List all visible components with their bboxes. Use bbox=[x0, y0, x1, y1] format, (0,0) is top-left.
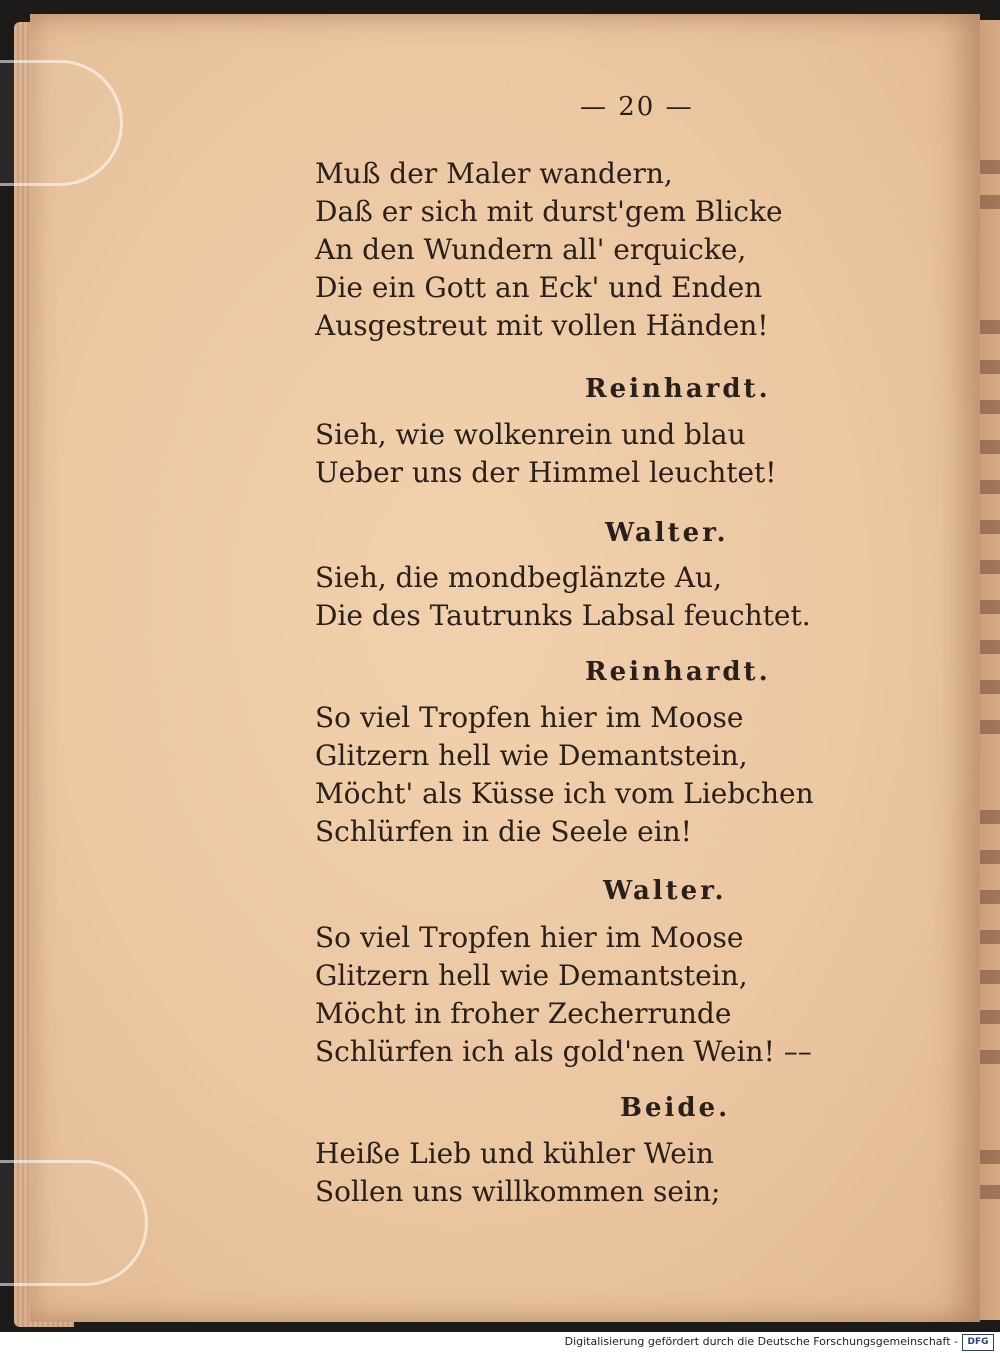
dfg-logo-icon: DFG bbox=[962, 1334, 994, 1351]
verse-line: Sieh, wie wolkenrein und blau bbox=[315, 418, 746, 451]
verse-line: Schlürfen ich als gold'nen Wein! –– bbox=[315, 1035, 812, 1068]
verse-line: So viel Tropfen hier im Moose bbox=[315, 701, 744, 734]
speaker-name: Walter. bbox=[605, 518, 729, 548]
verse-line: Muß der Maler wandern, bbox=[315, 157, 673, 190]
verse-line: An den Wundern all' erquicke, bbox=[315, 233, 747, 266]
verse-line: So viel Tropfen hier im Moose bbox=[315, 921, 744, 954]
footer-bar bbox=[0, 1332, 1000, 1353]
verse-line: Sollen uns willkommen sein; bbox=[315, 1175, 721, 1208]
speaker-name: Reinhardt. bbox=[585, 374, 771, 404]
verse-line: Glitzern hell wie Demantstein, bbox=[315, 959, 748, 992]
speaker-name: Reinhardt. bbox=[585, 657, 771, 687]
page-number: — 20 — bbox=[580, 92, 694, 122]
verse-line: Heiße Lieb und kühler Wein bbox=[315, 1137, 714, 1170]
verse-line: Die ein Gott an Eck' und Enden bbox=[315, 271, 763, 304]
funding-notice: Digitalisierung gefördert durch die Deutsche Forschungsgemeinschaft - bbox=[564, 1335, 958, 1348]
verse-line: Die des Tautrunks Labsal feuchtet. bbox=[315, 599, 811, 632]
verse-line: Möcht in froher Zecherrunde bbox=[315, 997, 732, 1030]
speaker-name: Walter. bbox=[603, 876, 727, 906]
verse-line: Glitzern hell wie Demantstein, bbox=[315, 739, 748, 772]
verse-line: Ueber uns der Himmel leuchtet! bbox=[315, 456, 777, 489]
speaker-name: Beide. bbox=[620, 1093, 731, 1123]
verse-line: Möcht' als Küsse ich vom Liebchen bbox=[315, 777, 814, 810]
verse-line: Daß er sich mit durst'gem Blicke bbox=[315, 195, 783, 228]
verse-line: Sieh, die mondbeglänzte Au, bbox=[315, 561, 722, 594]
verse-line: Schlürfen in die Seele ein! bbox=[315, 815, 692, 848]
verse-line: Ausgestreut mit vollen Händen! bbox=[315, 309, 769, 342]
